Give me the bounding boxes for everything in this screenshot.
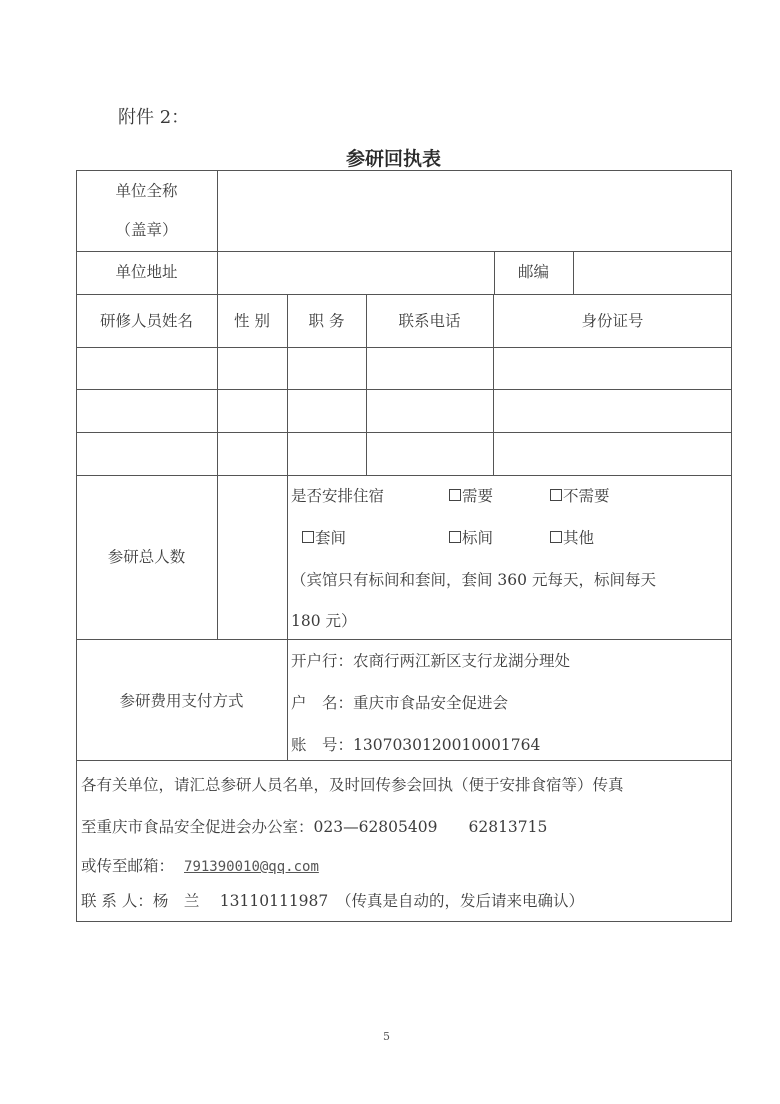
col-divider xyxy=(573,251,574,294)
table-border xyxy=(731,170,732,922)
checkbox-icon xyxy=(449,531,461,543)
checkbox-icon xyxy=(550,489,562,501)
receipt-form-table xyxy=(76,170,732,922)
col-divider xyxy=(287,639,288,760)
notice-line1: 各有关单位，请汇总参研人员名单，及时回传参会回执（便于安排食宿等）传真 xyxy=(81,776,624,794)
option-other[interactable] xyxy=(550,528,594,548)
table-border xyxy=(76,921,732,922)
row-divider xyxy=(76,760,732,761)
email-link[interactable]: 791390010@qq.com xyxy=(184,859,319,875)
option-label: 套间 xyxy=(315,529,347,547)
email-line xyxy=(81,856,319,877)
row-divider xyxy=(76,294,732,295)
option-label: 不需要 xyxy=(563,487,610,505)
col-header-position: 职 务 xyxy=(308,312,345,330)
attachment-label: 附件 2： xyxy=(118,107,190,128)
option-no-need[interactable] xyxy=(550,486,610,506)
table-border xyxy=(76,170,732,171)
row-divider xyxy=(76,475,732,476)
account-name: 户 名：重庆市食品安全促进会 xyxy=(291,694,509,712)
col-header-id-number: 身份证号 xyxy=(581,312,644,330)
table-border xyxy=(76,170,77,922)
option-standard[interactable] xyxy=(449,528,493,548)
postcode-label: 邮编 xyxy=(517,263,549,281)
account-number: 账 号：1307030120010001764 xyxy=(291,736,541,754)
option-label: 需要 xyxy=(462,487,494,505)
payment-method-label: 参研费用支付方式 xyxy=(119,692,244,710)
lodging-note-line1: （宾馆只有标间和套间，套间 360 元每天，标间每天 xyxy=(291,571,656,589)
email-prefix: 或传至邮箱： xyxy=(81,857,175,875)
row-divider xyxy=(76,639,732,640)
checkbox-icon xyxy=(550,531,562,543)
col-header-gender: 性 别 xyxy=(234,312,270,330)
col-header-name: 研修人员姓名 xyxy=(99,312,193,330)
option-label: 标间 xyxy=(462,529,494,547)
option-need[interactable] xyxy=(449,486,493,506)
page-number: 5 xyxy=(383,1030,390,1043)
col-divider xyxy=(287,294,288,639)
unit-name-label: 单位全称 xyxy=(115,182,178,200)
col-header-phone: 联系电话 xyxy=(398,312,461,330)
unit-address-label: 单位地址 xyxy=(115,263,178,281)
form-title: 参研回执表 xyxy=(346,148,442,170)
col-divider xyxy=(217,475,218,639)
row-divider xyxy=(76,432,732,433)
bank-name: 开户行：农商行两江新区支行龙湖分理处 xyxy=(291,652,571,670)
contact-line: 联 系 人：杨 兰 13110111987 （传真是自动的，发后请来电确认） xyxy=(81,892,585,910)
option-suite[interactable] xyxy=(302,528,346,548)
row-divider xyxy=(76,251,732,252)
checkbox-icon xyxy=(449,489,461,501)
checkbox-icon xyxy=(302,531,314,543)
seal-label: （盖章） xyxy=(115,221,178,239)
option-label: 其他 xyxy=(563,529,595,547)
notice-line2: 至重庆市食品安全促进会办公室：023—62805409 62813715 xyxy=(81,818,548,836)
row-divider xyxy=(76,347,732,348)
row-divider xyxy=(76,389,732,390)
lodging-note-line2: 180 元） xyxy=(291,612,357,630)
lodging-question: 是否安排住宿 xyxy=(291,487,385,505)
total-participants-label: 参研总人数 xyxy=(107,548,186,566)
